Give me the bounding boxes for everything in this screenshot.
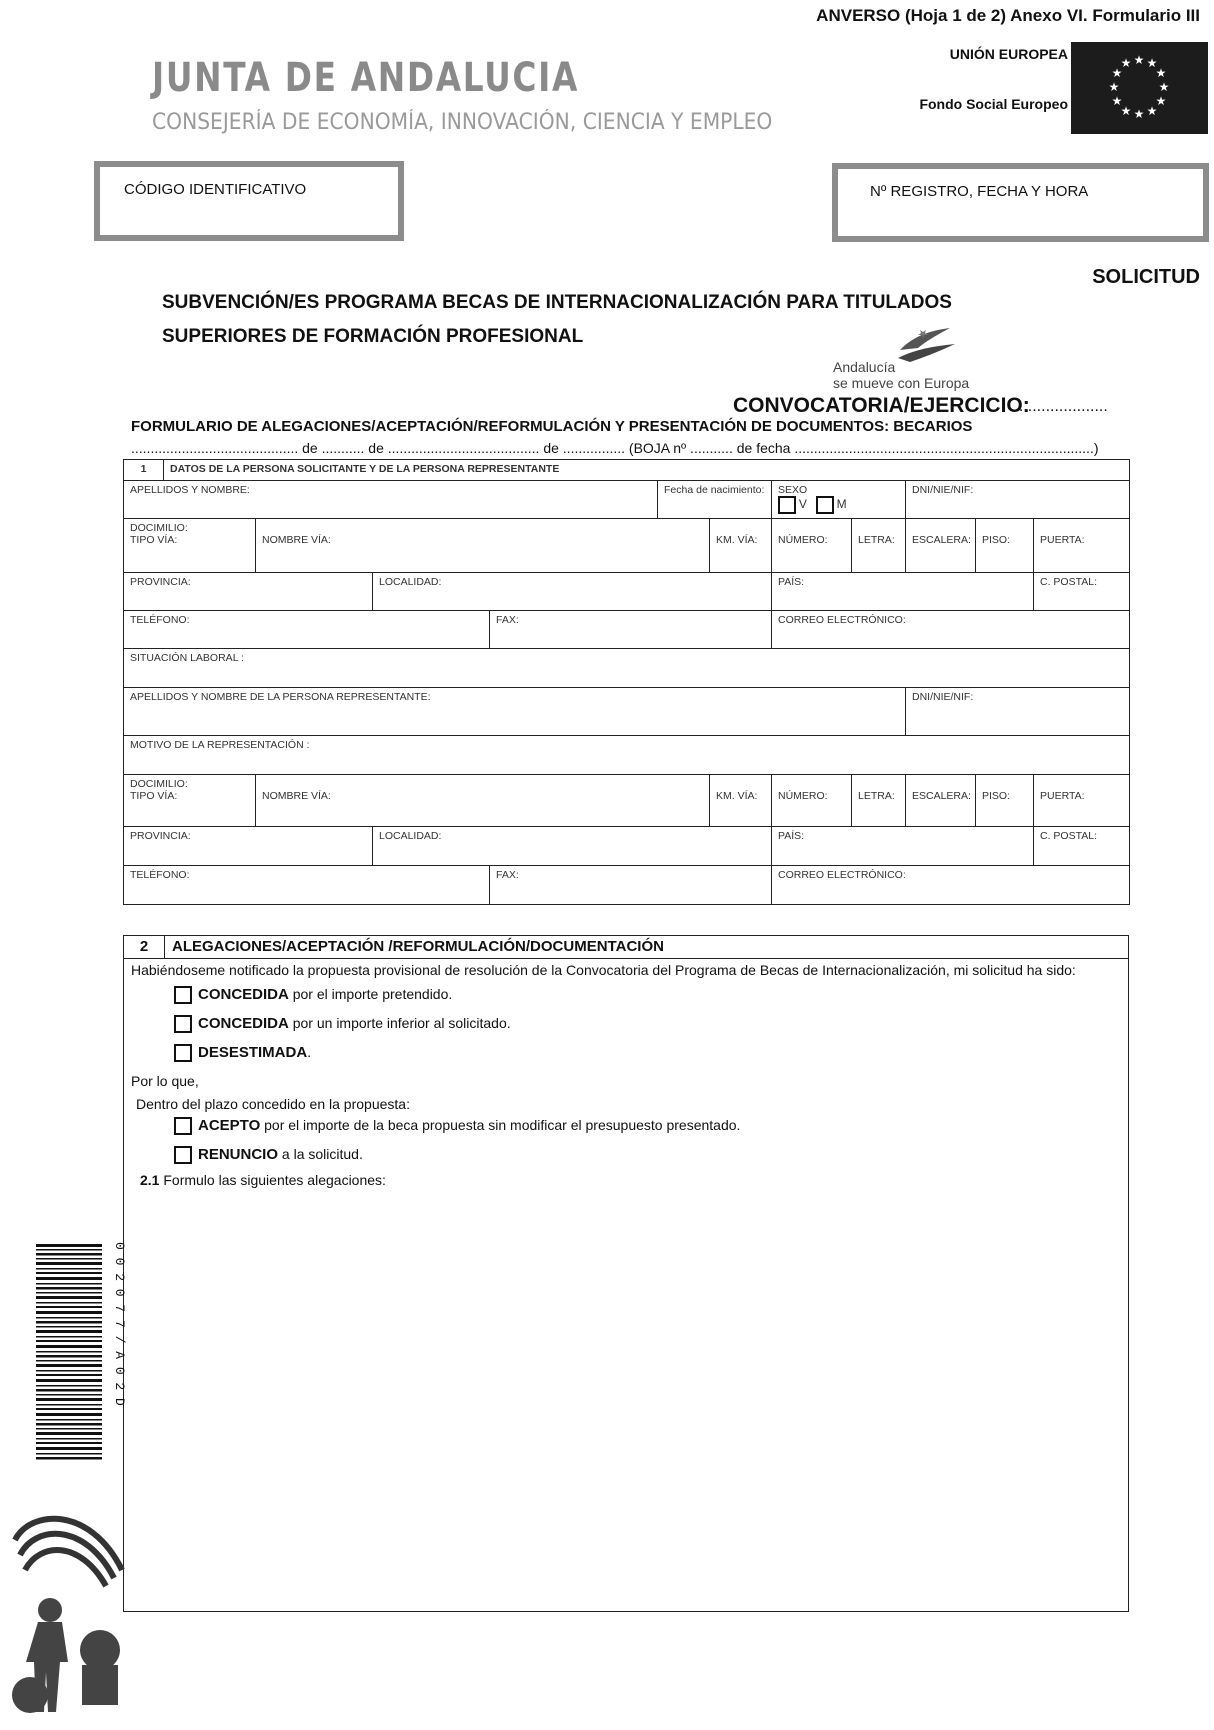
page-header-reference: ANVERSO (Hoja 1 de 2) Anexo VI. Formulario III [816, 6, 1200, 25]
rep-localidad-label: LOCALIDAD: [379, 830, 442, 842]
solicitud-label: SOLICITUD [1092, 266, 1200, 288]
option-desestimada[interactable] [174, 1044, 311, 1062]
letra-field[interactable] [852, 519, 906, 573]
option-concedida-inferior[interactable] [174, 1015, 511, 1033]
concedida-total-text: por el importe pretendido. [288, 986, 453, 1002]
pais-label: PAÍS: [778, 576, 805, 588]
concedida-total-checkbox[interactable] [174, 986, 192, 1004]
sexo-field [772, 481, 906, 519]
rep-numero-label: NÚMERO: [778, 790, 828, 802]
convocatoria-label: CONVOCATORIA/EJERCICIO: [733, 394, 1030, 417]
correo-label: CORREO ELECTRÓNICO: [778, 614, 906, 626]
fecha-nacimiento-label: Fecha de nacimiento: [664, 484, 765, 496]
rep-piso-label: PISO: [982, 790, 1011, 802]
desestimada-text: . [307, 1044, 312, 1060]
option-concedida-total[interactable] [174, 986, 452, 1004]
form-title-line2: SUPERIORES DE FORMACIÓN PROFESIONAL [162, 326, 584, 347]
sexo-m-label: M [836, 496, 847, 511]
rep-tipo-via-field[interactable] [124, 775, 256, 827]
nombre-via-label: NOMBRE VÍA: [262, 534, 331, 546]
rep-escalera-field[interactable] [906, 775, 976, 827]
motivo-label: MOTIVO DE LA REPRESENTACIÓN : [130, 739, 310, 751]
nombre-via-field[interactable] [256, 519, 710, 573]
alegaciones-heading [140, 1172, 386, 1188]
concedida-inferior-checkbox[interactable] [174, 1015, 192, 1033]
andalucia-logo-line1: Andalucía [833, 359, 896, 375]
eu-fund-label: Fondo Social Europeo [919, 96, 1068, 112]
boja-reference-line[interactable]: ........................................... de ........... de ....................................... de ................ (BOJA nº ........... de fecha .............................................................................) [131, 440, 1099, 456]
rep-cpostal-label: C. POSTAL: [1040, 830, 1097, 842]
cpostal-field[interactable] [1034, 573, 1130, 611]
alegaciones-textarea[interactable] [128, 1194, 1124, 1604]
situacion-laboral-label: SITUACIÓN LABORAL : [130, 652, 244, 664]
sexo-v-checkbox[interactable] [778, 496, 796, 514]
section1-title: DATOS DE LA PERSONA SOLICITANTE Y DE LA PERSONA REPRESENTANTE [164, 460, 1130, 481]
telefono-field[interactable] [124, 611, 490, 649]
correo-field[interactable] [772, 611, 1130, 649]
rep-tipo-via-label: TIPO VÍA: [130, 790, 178, 802]
section2-number: 2 [124, 936, 165, 958]
codigo-label: CÓDIGO IDENTIFICATIVO [124, 181, 307, 198]
section1-number: 1 [124, 460, 164, 481]
localidad-label: LOCALIDAD: [379, 576, 442, 588]
telefono-label: TELÉFONO: [130, 614, 190, 626]
rep-letra-label: LETRA: [858, 790, 895, 802]
apellidos-field[interactable] [124, 481, 658, 519]
svg-text:★: ★ [1155, 94, 1167, 108]
concedida-inferior-bold: CONCEDIDA [198, 1015, 289, 1032]
convocatoria-field[interactable]: ...................... [1010, 398, 1108, 415]
andalucia-europa-logo [830, 322, 970, 394]
escalera-label: ESCALERA: [912, 534, 971, 546]
rep-dni-label: DNI/NIE/NIF: [912, 691, 974, 703]
rep-dni-field[interactable] [906, 688, 1130, 736]
piso-label: PISO: [982, 534, 1011, 546]
andalucia-logo-line2: se mueve con Europa [833, 375, 970, 391]
desestimada-checkbox[interactable] [174, 1044, 192, 1062]
rep-km-via-field[interactable] [710, 775, 772, 827]
provincia-field[interactable] [124, 573, 373, 611]
rep-domicilio-label: DOCIMILIO: [130, 778, 188, 790]
dni-field[interactable] [906, 481, 1130, 519]
rep-puerta-field[interactable] [1034, 775, 1130, 827]
localidad-field[interactable] [373, 573, 772, 611]
junta-seal-icon [10, 1500, 130, 1725]
desestimada-bold: DESESTIMADA [198, 1044, 308, 1061]
rep-localidad-field[interactable] [373, 827, 772, 866]
renuncio-bold: RENUNCIO [198, 1146, 279, 1163]
concedida-total-bold: CONCEDIDA [198, 986, 289, 1003]
rep-pais-label: PAÍS: [778, 830, 805, 842]
dentro-plazo-text: Dentro del plazo concedido en la propuesta: [136, 1096, 410, 1112]
department-name: CONSEJERÍA DE ECONOMÍA, INNOVACIÓN, CIENCIA Y EMPLEO [152, 110, 773, 135]
dni-label: DNI/NIE/NIF: [912, 484, 974, 496]
cpostal-label: C. POSTAL: [1040, 576, 1097, 588]
escalera-field[interactable] [906, 519, 976, 573]
section2 [123, 935, 1129, 1612]
section1-table [123, 459, 1130, 905]
rep-fax-field[interactable] [490, 866, 772, 905]
concedida-inferior-text: por un importe inferior al solicitado. [288, 1015, 511, 1031]
codigo-identificativo-box[interactable] [94, 161, 404, 241]
tipo-via-field[interactable] [124, 519, 256, 573]
svg-text:★: ★ [1155, 66, 1167, 80]
fax-label: FAX: [496, 614, 519, 626]
option-acepto[interactable] [174, 1117, 740, 1135]
rep-cpostal-field[interactable] [1034, 827, 1130, 866]
por-lo-que-text: Por lo que, [131, 1073, 199, 1089]
rep-telefono-field[interactable] [124, 866, 490, 905]
numero-field[interactable] [772, 519, 852, 573]
sexo-v-label: V [798, 496, 807, 511]
rep-fax-label: FAX: [496, 869, 519, 881]
rep-piso-field[interactable] [976, 775, 1034, 827]
situacion-laboral-field[interactable] [124, 649, 1130, 688]
svg-text:★: ★ [1158, 80, 1170, 94]
barcode-text: 0 0 2 0 7 7 / A 0 2 D [112, 1242, 127, 1406]
option-renuncio[interactable] [174, 1146, 363, 1164]
representante-label: APELLIDOS Y NOMBRE DE LA PERSONA REPRESENTANTE: [130, 691, 431, 703]
eu-union-label: UNIÓN EUROPEA [949, 46, 1068, 62]
acepto-bold: ACEPTO [198, 1117, 261, 1134]
pais-field[interactable] [772, 573, 1034, 611]
svg-text:★: ★ [1111, 66, 1123, 80]
sexo-label: SEXO [778, 484, 808, 496]
provincia-label: PROVINCIA: [130, 576, 191, 588]
svg-text:★: ★ [1133, 53, 1145, 67]
alegaciones-label: Formulo las siguientes alegaciones: [159, 1172, 386, 1188]
puerta-field[interactable] [1034, 519, 1130, 573]
form-title-line1: SUBVENCIÓN/ES PROGRAMA BECAS DE INTERNACIONALIZACIÓN PARA TITULADOS [162, 292, 952, 313]
numero-label: NÚMERO: [778, 534, 828, 546]
rep-puerta-label: PUERTA: [1040, 790, 1085, 802]
svg-text:★: ★ [1133, 107, 1145, 121]
svg-text:★: ★ [1146, 104, 1158, 118]
rep-correo-label: CORREO ELECTRÓNICO: [778, 869, 906, 881]
rep-km-via-label: KM. VÍA: [716, 790, 758, 802]
domicilio-label: DOCIMILIO: [130, 522, 188, 534]
representante-field[interactable] [124, 688, 906, 736]
rep-provincia-field[interactable] [124, 827, 373, 866]
renuncio-text: a la solicitud. [278, 1146, 363, 1162]
km-via-field[interactable] [710, 519, 772, 573]
rep-pais-field[interactable] [772, 827, 1034, 866]
fax-field[interactable] [490, 611, 772, 649]
svg-text:★: ★ [1108, 80, 1120, 94]
puerta-label: PUERTA: [1040, 534, 1085, 546]
section2-intro: Habiéndoseme notificado la propuesta provisional de resolución de la Convocatoria del Programa de Becas de Internacionalización, mi solicitud ha sido: [131, 962, 1076, 978]
rep-telefono-label: TELÉFONO: [130, 869, 190, 881]
acepto-checkbox[interactable] [174, 1117, 192, 1135]
acepto-text: por el importe de la beca propuesta sin modificar el presupuesto presentado. [260, 1117, 741, 1133]
eu-flag-icon [1071, 42, 1208, 134]
tipo-via-label: TIPO VÍA: [130, 534, 178, 546]
motivo-field[interactable] [124, 736, 1130, 775]
rep-correo-field[interactable] [772, 866, 1130, 905]
alegaciones-number: 2.1 [140, 1172, 160, 1188]
apellidos-label: APELLIDOS Y NOMBRE: [130, 484, 250, 496]
rep-provincia-label: PROVINCIA: [130, 830, 191, 842]
svg-text:★: ★ [1111, 94, 1123, 108]
svg-text:★: ★ [1146, 56, 1158, 70]
svg-text:★: ★ [1120, 56, 1132, 70]
org-name: JUNTA DE ANDALUCIA [152, 55, 579, 101]
rep-numero-field[interactable] [772, 775, 852, 827]
svg-text:★: ★ [1120, 104, 1132, 118]
letra-label: LETRA: [858, 534, 895, 546]
barcode [30, 1240, 127, 1470]
renuncio-checkbox[interactable] [174, 1146, 192, 1164]
piso-field[interactable] [976, 519, 1034, 573]
km-via-label: KM. VÍA: [716, 534, 758, 546]
fecha-nacimiento-field[interactable] [658, 481, 772, 519]
registro-label: Nº REGISTRO, FECHA Y HORA [870, 183, 1089, 200]
rep-escalera-label: ESCALERA: [912, 790, 971, 802]
rep-nombre-via-field[interactable] [256, 775, 710, 827]
formulario-heading: FORMULARIO DE ALEGACIONES/ACEPTACIÓN/REFORMULACIÓN Y PRESENTACIÓN DE DOCUMENTOS: BECARIOS [131, 418, 973, 435]
section2-title: ALEGACIONES/ACEPTACIÓN /REFORMULACIÓN/DOCUMENTACIÓN [172, 938, 664, 955]
rep-nombre-via-label: NOMBRE VÍA: [262, 790, 331, 802]
rep-letra-field[interactable] [852, 775, 906, 827]
registro-box[interactable] [832, 163, 1209, 242]
sexo-m-checkbox[interactable] [816, 496, 834, 514]
